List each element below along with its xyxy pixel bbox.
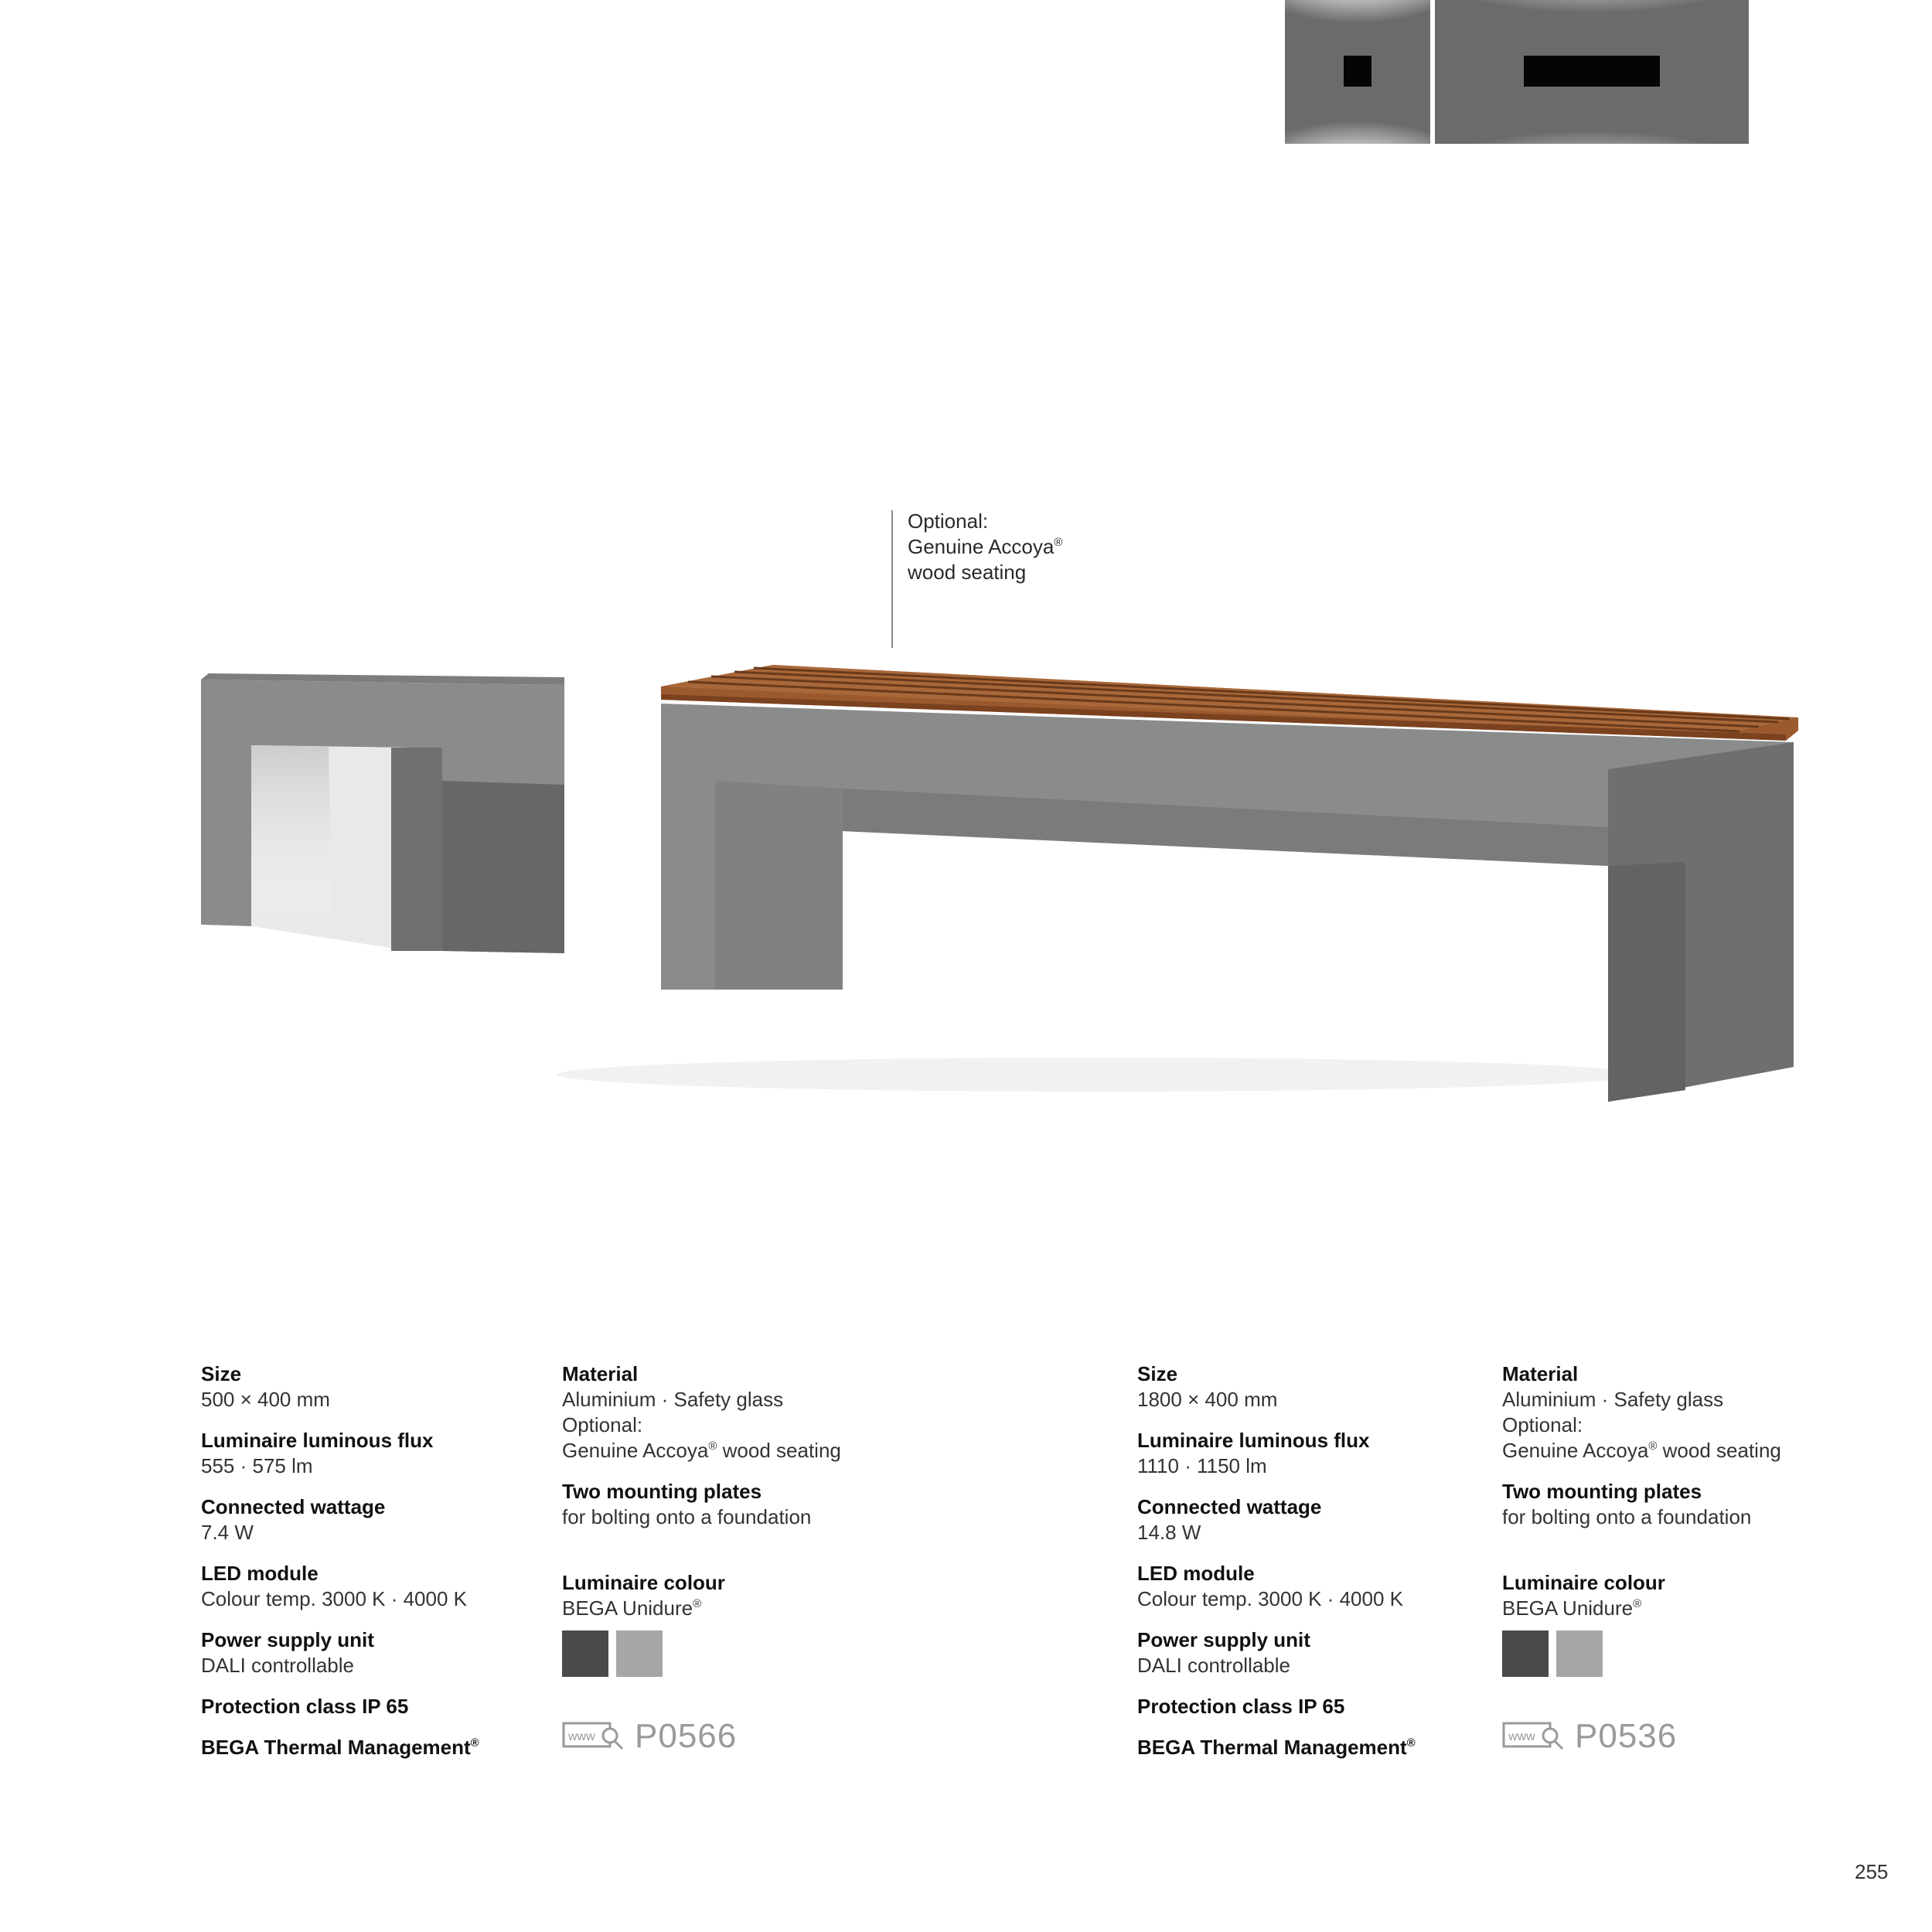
spec-led-module: LED module Colour temp. 3000 K · 4000 K: [1137, 1562, 1403, 1610]
luminaire-colour-block: Luminaire colour BEGA Unidure®: [1502, 1570, 1842, 1677]
colour-swatch-dark[interactable]: [1502, 1630, 1549, 1677]
callout-line-2: Genuine Accoya®: [908, 535, 1063, 558]
callout-line-1: Optional:: [908, 509, 989, 533]
compact-material-column: [562, 1361, 902, 1755]
spec-size: Size 500 × 400 mm: [201, 1362, 330, 1411]
web-code-link[interactable]: [1502, 1716, 1842, 1755]
spec-power-supply: Power supply unit DALI controllable: [1137, 1628, 1310, 1677]
colour-swatch-light[interactable]: [616, 1630, 663, 1677]
callout-line: [891, 510, 893, 648]
svg-text:www: www: [568, 1730, 595, 1743]
web-code-text[interactable]: P0566: [635, 1716, 738, 1755]
colour-swatch-dark[interactable]: [562, 1630, 608, 1677]
spec-luminous-flux: Luminaire luminous flux 555 · 575 lm: [201, 1429, 434, 1477]
spec-luminous-flux: Luminaire luminous flux 1110 · 1150 lm: [1137, 1429, 1370, 1477]
compact-bench: [201, 673, 564, 953]
compact-specs-column: [201, 1361, 541, 1776]
callout-wood-seating: [908, 509, 1062, 585]
material-block: Material Aluminium · Safety glass Optional: Genuine Accoya® wood seating: [562, 1362, 841, 1462]
spec-connected-wattage: Connected wattage 14.8 W: [1137, 1495, 1322, 1544]
long-specs-column: [1137, 1361, 1477, 1776]
web-code-text[interactable]: P0536: [1575, 1716, 1678, 1755]
spec-connected-wattage: Connected wattage 7.4 W: [201, 1495, 386, 1544]
web-search-icon: [1502, 1720, 1566, 1751]
spec-protection-class: Protection class IP 65: [201, 1695, 409, 1718]
spec-size: Size 1800 × 400 mm: [1137, 1362, 1278, 1411]
colour-swatch-light[interactable]: [1556, 1630, 1603, 1677]
bench-product-illustration: [186, 657, 1809, 1121]
luminaire-colour-block: Luminaire colour BEGA Unidure®: [562, 1570, 902, 1677]
compact-light-distribution-image: [1285, 0, 1430, 144]
web-code-link[interactable]: [562, 1716, 902, 1755]
callout-line-3: wood seating: [908, 561, 1027, 584]
spec-power-supply: Power supply unit DALI controllable: [201, 1628, 374, 1677]
page-number: 255: [1855, 1860, 1889, 1883]
web-search-icon: [562, 1720, 625, 1751]
mounting-block: Two mounting plates for bolting onto a foundation: [562, 1480, 812, 1528]
long-light-distribution-image: [1435, 0, 1749, 144]
spec-led-module: LED module Colour temp. 3000 K · 4000 K: [201, 1562, 467, 1610]
spec-thermal-management: BEGA Thermal Management®: [1137, 1736, 1416, 1759]
spec-protection-class: Protection class IP 65: [1137, 1695, 1345, 1718]
long-material-column: [1502, 1361, 1842, 1755]
mounting-block: Two mounting plates for bolting onto a foundation: [1502, 1480, 1752, 1528]
svg-text:www: www: [1508, 1730, 1535, 1743]
material-block: Material Aluminium · Safety glass Optional: Genuine Accoya® wood seating: [1502, 1362, 1781, 1462]
long-bench: [557, 665, 1798, 1102]
spec-thermal-management: BEGA Thermal Management®: [201, 1736, 479, 1759]
